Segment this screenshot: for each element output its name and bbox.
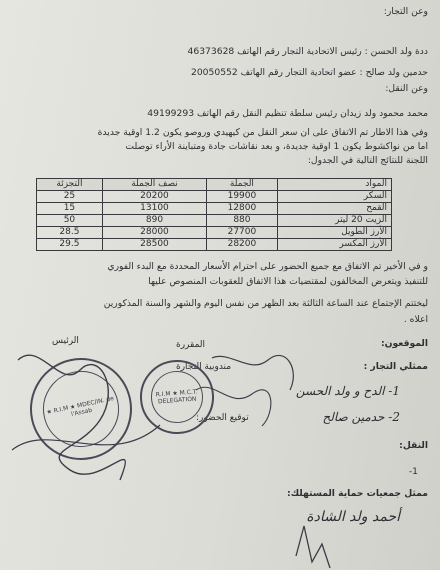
column-header: المواد: [277, 179, 391, 191]
table-row: [37, 203, 392, 215]
table-cell: 890: [102, 215, 206, 227]
delegation-label: مندوبية التجارة: [176, 362, 232, 372]
table-cell: 13100: [102, 203, 206, 215]
attendance-label: توقيع الحضور:: [196, 413, 249, 423]
table-cell: 28000: [102, 227, 206, 239]
closing-line-2: للتنفيذ ويتعرض المخالفون لمقتضيات هذا الاتفاق للعقوبات المنصوص عليها: [148, 276, 428, 287]
column-header: نصف الجملة: [102, 179, 206, 191]
president-label: الرئيس: [52, 336, 79, 346]
traders-signature-label: ممثلي التجار :: [363, 361, 428, 372]
table-cell: 19900: [207, 191, 278, 203]
table-row: [37, 215, 392, 227]
table-row: [37, 239, 392, 251]
table-cell: 50: [37, 215, 103, 227]
trader-line-1: ددة ولد الحسن : رئيس الاتحادية التجار رقم الهاتف 46373628: [187, 46, 428, 57]
table-row: [37, 227, 392, 239]
bottom-signature: [296, 526, 330, 568]
trader-signature-1: 1- الدح و ولد الحسن: [295, 384, 400, 398]
table-cell: الزيت 20 ليتر: [277, 215, 391, 227]
table-cell: السكر: [277, 191, 391, 203]
stamp-text: ★ R.I.M ★ MDEC/IN. de l'Assab: [36, 364, 126, 454]
table-row: [37, 191, 392, 203]
table-cell: 880: [207, 215, 278, 227]
table-cell: 29.5: [37, 239, 103, 251]
president-signature: [18, 355, 125, 480]
table-cell: الأرز الطويل: [277, 227, 391, 239]
closing-line-4: اعلاه .: [403, 314, 428, 325]
prices-table: [36, 178, 392, 251]
rapporteur-label: المقررة: [176, 340, 206, 350]
paragraph-line-1: وفي هذا الاطار تم الاتفاق على ان سعر النقل من كيهيدي وروصو يكون 1.2 اوقية جديدة: [97, 127, 428, 138]
closing-line-1: و في الأخير تم الاتفاق مع جميع الحضور على احترام الأسعار المحددة مع البدء الفوري: [107, 261, 428, 272]
column-header: التجزئة: [37, 179, 103, 191]
signed-label: الموقعون:: [381, 338, 428, 349]
table-cell: 12800: [207, 203, 278, 215]
delegation-signature: [196, 387, 271, 426]
president-signature-flourish: [12, 425, 160, 450]
traders-heading: وعن التجار:: [383, 6, 428, 17]
paragraph-line-3: اللجنة للنتائج التالية في الجدول:: [307, 155, 428, 166]
consumer-signature: أحمد ولد الشادة: [306, 509, 400, 525]
trader-signature-2: 2- حدمين صالح: [322, 410, 400, 424]
paragraph-line-2: اما من نواكشوط يكون 1 اوقية جديدة، و بعد نقاشات جادة ومتباينة الأراء توصلت: [125, 141, 428, 152]
table-cell: 25: [37, 191, 103, 203]
transport-heading: وعن النقل:: [385, 83, 428, 94]
table-cell: القمح: [277, 203, 391, 215]
rapporteur-signature: [212, 355, 293, 390]
transport-signature-1: 1-: [408, 466, 418, 477]
consumer-label: ممثل جمعيات حماية المستهلك:: [287, 488, 428, 499]
transport-signature-label: النقل:: [399, 440, 428, 451]
column-header: الجملة: [207, 179, 278, 191]
transport-line: محمد محمود ولد زيدان رئيس سلطة تنظيم النقل رقم الهاتف 49199293: [147, 108, 428, 119]
table-cell: 28500: [102, 239, 206, 251]
stamp-text: R.I.M ★ M.C.T. DELEGATION: [149, 369, 205, 425]
table-header-row: [37, 179, 392, 191]
table-cell: الأرز المكسر: [277, 239, 391, 251]
table-cell: 28.5: [37, 227, 103, 239]
table-cell: 15: [37, 203, 103, 215]
signature-scribbles: [0, 330, 440, 570]
table-cell: 27700: [207, 227, 278, 239]
closing-line-3: ليختتم الإجتماع عند الساعة الثالثة بعد الظهر من نفس اليوم والشهر والسنة المذكورين: [103, 298, 428, 309]
trader-line-2: حدمين ولد صالح : عضو اتحادية التجار رقم الهاتف 20050552: [190, 67, 428, 78]
table-cell: 20200: [102, 191, 206, 203]
table-cell: 28200: [207, 239, 278, 251]
